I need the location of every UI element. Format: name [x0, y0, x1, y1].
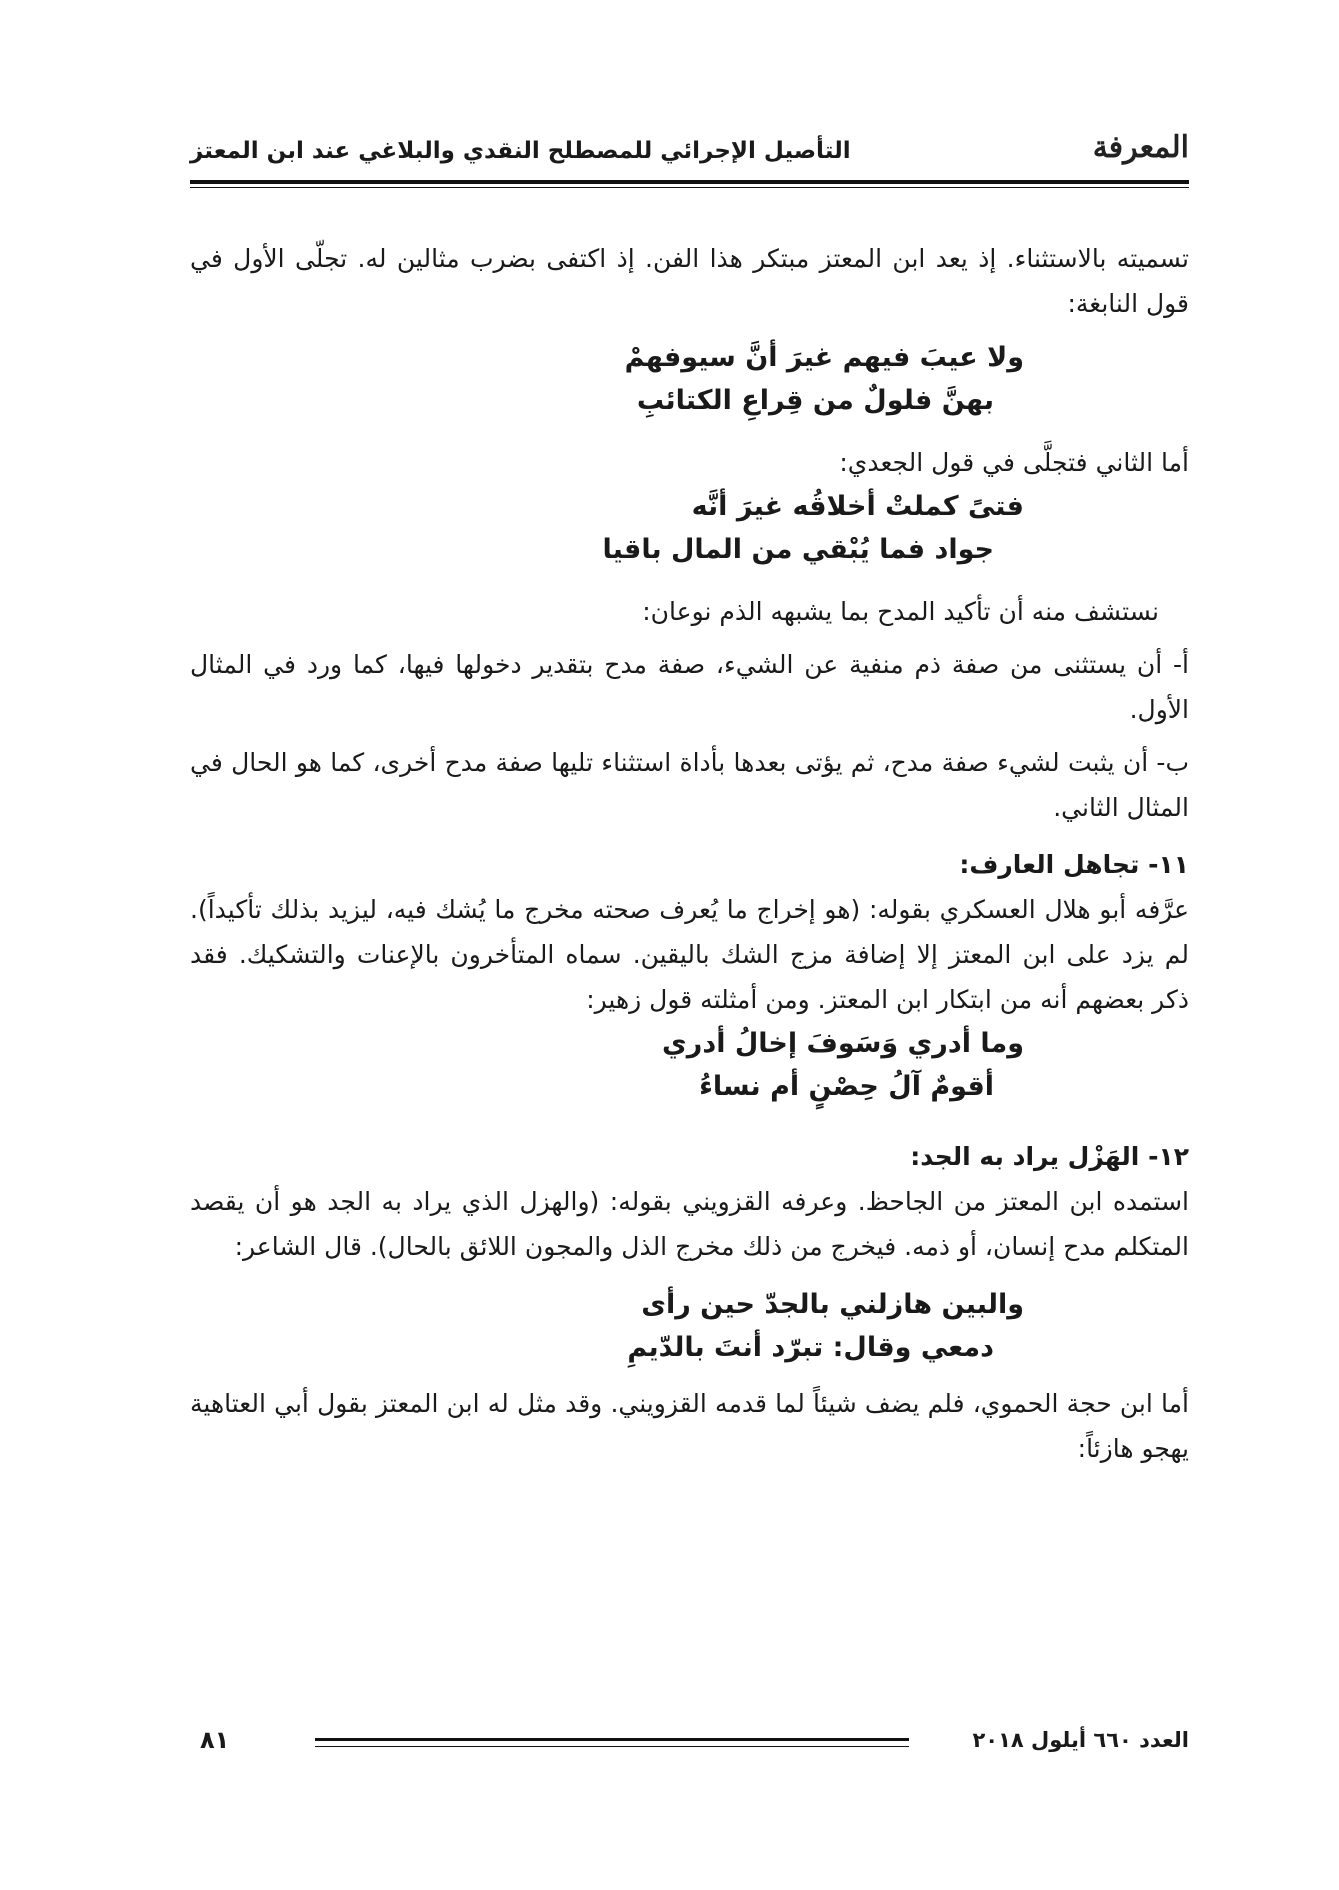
page-header: [190, 128, 1189, 168]
page-footer: [190, 1728, 1189, 1768]
footer-rule: [315, 1738, 909, 1741]
header-rule: [190, 180, 1189, 184]
footer-rule-thin: [315, 1746, 909, 1747]
verse-line: جواد فما يُبْقي من المال باقيا: [602, 534, 994, 565]
section-heading: ١٢- الهَزْل يراد به الجد:: [910, 1142, 1189, 1171]
issue-label: العدد ٦٦٠ أيلول ٢٠١٨: [972, 1728, 1189, 1752]
verse-line: أقومٌ آلُ حِصْنٍ أم نساءُ: [699, 1071, 994, 1102]
paragraph: نستشف منه أن تأكيد المدح بما يشبهه الذم نوعان:: [642, 597, 1159, 626]
paragraph: تسميته بالاستثناء. إذ يعد ابن المعتز مبتكر هذا الفن. إذ اكتفى بضرب مثالين له. تجلّى الأول في قول النابغة:: [190, 244, 1189, 318]
header-rule-thin: [190, 187, 1189, 188]
section-heading: ١١- تجاهل العارف:: [959, 850, 1189, 879]
verse-line: والبين هازلني بالجدّ حين رأى: [641, 1289, 1024, 1320]
paragraph: أما ابن حجة الحموي، فلم يضف شيئاً لما قدمه القزويني. وقد مثل له ابن المعتز بقول أبي العتاهية يهجو هازئاً:: [190, 1389, 1189, 1463]
paragraph: استمده ابن المعتز من الجاحظ. وعرفه القزويني بقوله: (والهزل الذي يراد به الجد هو أن يقصد المتكلم مدح إنسان، أو ذمه. فيخرج من ذلك مخرج الذل والمجون اللائق بالحال). قال الشاعر:: [190, 1187, 1189, 1261]
paragraph: ب- أن يثبت لشيء صفة مدح، ثم يؤتى بعدها بأداة استثناء تليها صفة مدح أخرى، كما هو الحال في المثال الثاني.: [190, 748, 1189, 822]
paragraph: أما الثاني فتجلَّى في قول الجعدي:: [839, 448, 1189, 477]
verse-line: بهنَّ فلولٌ من قِراعِ الكتائبِ: [636, 385, 994, 416]
verse-line: ولا عيبَ فيهم غيرَ أنَّ سيوفهمْ: [624, 342, 1024, 373]
paragraph: أ- أن يستثنى من صفة ذم منفية عن الشيء، صفة مدح بتقدير دخولها فيها، كما ورد في المثال الأول.: [190, 650, 1189, 724]
verse-line: دمعي وقال: تبرّد أنتَ بالدّيمِ: [627, 1332, 994, 1363]
verse-line: وما أدري وَسَوفَ إخالُ أدري: [662, 1028, 1024, 1059]
article-body: [190, 236, 1189, 1471]
paragraph: عرَّفه أبو هلال العسكري بقوله: (هو إخراج ما يُعرف صحته مخرج ما يُشك فيه، ليزيد بذلك تأكيداً). لم يزد على ابن المعتز إلا إضافة مزج الشك باليقين. سماه المتأخرون بالإعنات والتشكيك. فقد ذكر بعضهم أنه من ابتكار ابن المعتز. ومن أمثلته قول زهير:: [190, 895, 1189, 1014]
page-number: ٨١: [200, 1726, 230, 1754]
verse-line: فتىً كملتْ أخلاقُه غيرَ أنَّه: [691, 491, 1024, 522]
running-title: التأصيل الإجرائي للمصطلح النقدي والبلاغي عند ابن المعتز: [190, 138, 851, 164]
journal-logo: المعرفة: [1092, 130, 1189, 165]
